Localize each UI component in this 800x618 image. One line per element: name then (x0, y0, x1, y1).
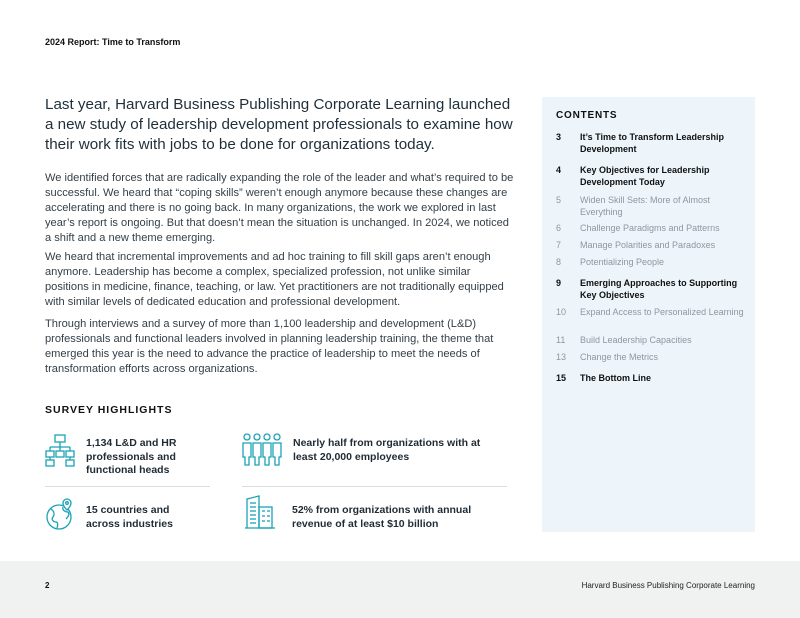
page-number: 2 (45, 581, 50, 590)
body-paragraph-2: We heard that incremental improvements and ad hoc training to fill skill gaps aren’t enough anymore. Leadership has become a complex, specialized profession, not unlike similar positions in medicine, finance, teaching, or law. Yet practitioners are not traditionally equipped with similar levels of dedicated education and professional development. (45, 251, 504, 308)
people-group-icon (242, 433, 282, 467)
toc-label: It’s Time to Transform Leadership Development (580, 132, 725, 154)
toc-page-number: 13 (556, 352, 567, 362)
toc-page-number: 6 (556, 223, 562, 233)
toc-page-number: 11 (556, 335, 566, 345)
page-footer (0, 561, 800, 618)
highlight-text-revenue: 52% from organizations with annual revenue of at least $10 billion (292, 504, 472, 530)
toc-label: Potentializing People (580, 257, 665, 267)
highlight-divider-right (242, 486, 507, 487)
toc-label: Change the Metrics (580, 352, 659, 362)
highlight-divider-left (45, 486, 210, 487)
highlight-text-org-size: Nearly half from organizations with at least 20,000 employees (293, 437, 481, 463)
toc-page-number: 7 (556, 240, 562, 250)
toc-label: Widen Skill Sets: More of Almost Everything (580, 195, 711, 217)
toc-page-number: 3 (556, 132, 562, 142)
toc-label: Build Leadership Capacities (580, 335, 692, 345)
highlight-text-countries: 15 countries and across industries (86, 504, 173, 530)
toc-label: Key Objectives for Leadership Development Today (580, 165, 710, 187)
toc-label: Manage Polarities and Paradoxes (580, 240, 716, 250)
toc-page-number: 8 (556, 257, 562, 267)
highlight-text-respondents: 1,134 L&D and HR professionals and functional heads (86, 437, 177, 476)
body-paragraph-1: We identified forces that are radically expanding the role of the leader and what’s required to be successful. We heard that “coping skills” weren’t enough anymore because these changes are accelerating and there is no going back. In many organizations, the work we explored in last year’s report is ongoing. But that doesn’t mean the situation is unchanged. In 2024, we noticed a shift and a new theme emerging. (45, 172, 514, 244)
contents-panel (542, 97, 755, 532)
toc-label: The Bottom Line (580, 373, 651, 383)
toc-page-number: 4 (556, 165, 562, 175)
contents-title: CONTENTS (556, 110, 618, 121)
toc-page-number: 10 (556, 307, 567, 317)
toc-label: Emerging Approaches to Supporting Key Objectives (580, 278, 738, 300)
report-header-title: 2024 Report: Time to Transform (45, 37, 181, 47)
intro-heading: Last year, Harvard Business Publishing Corporate Learning launched a new study of leadership development professionals to examine how their work fits with jobs to be done for organizations today. (45, 96, 513, 153)
footer-organization: Harvard Business Publishing Corporate Learning (581, 581, 755, 590)
toc-page-number: 15 (556, 373, 567, 383)
survey-highlights-title: SURVEY HIGHLIGHTS (45, 404, 173, 416)
org-chart-icon (45, 433, 75, 467)
globe-pin-icon (45, 497, 75, 531)
toc-label: Expand Access to Personalized Learning (580, 307, 744, 317)
toc-page-number: 5 (556, 195, 562, 205)
toc-page-number: 9 (556, 278, 562, 288)
buildings-icon (245, 495, 275, 529)
toc-label: Challenge Paradigms and Patterns (580, 223, 720, 233)
body-paragraph-3: Through interviews and a survey of more than 1,100 leadership and development (L&D) professionals and functional leaders involved in planning leadership training, the theme that emerged this year is the need to advance the practice of leadership to meet the needs of transformation efforts across organizations. (45, 318, 494, 375)
